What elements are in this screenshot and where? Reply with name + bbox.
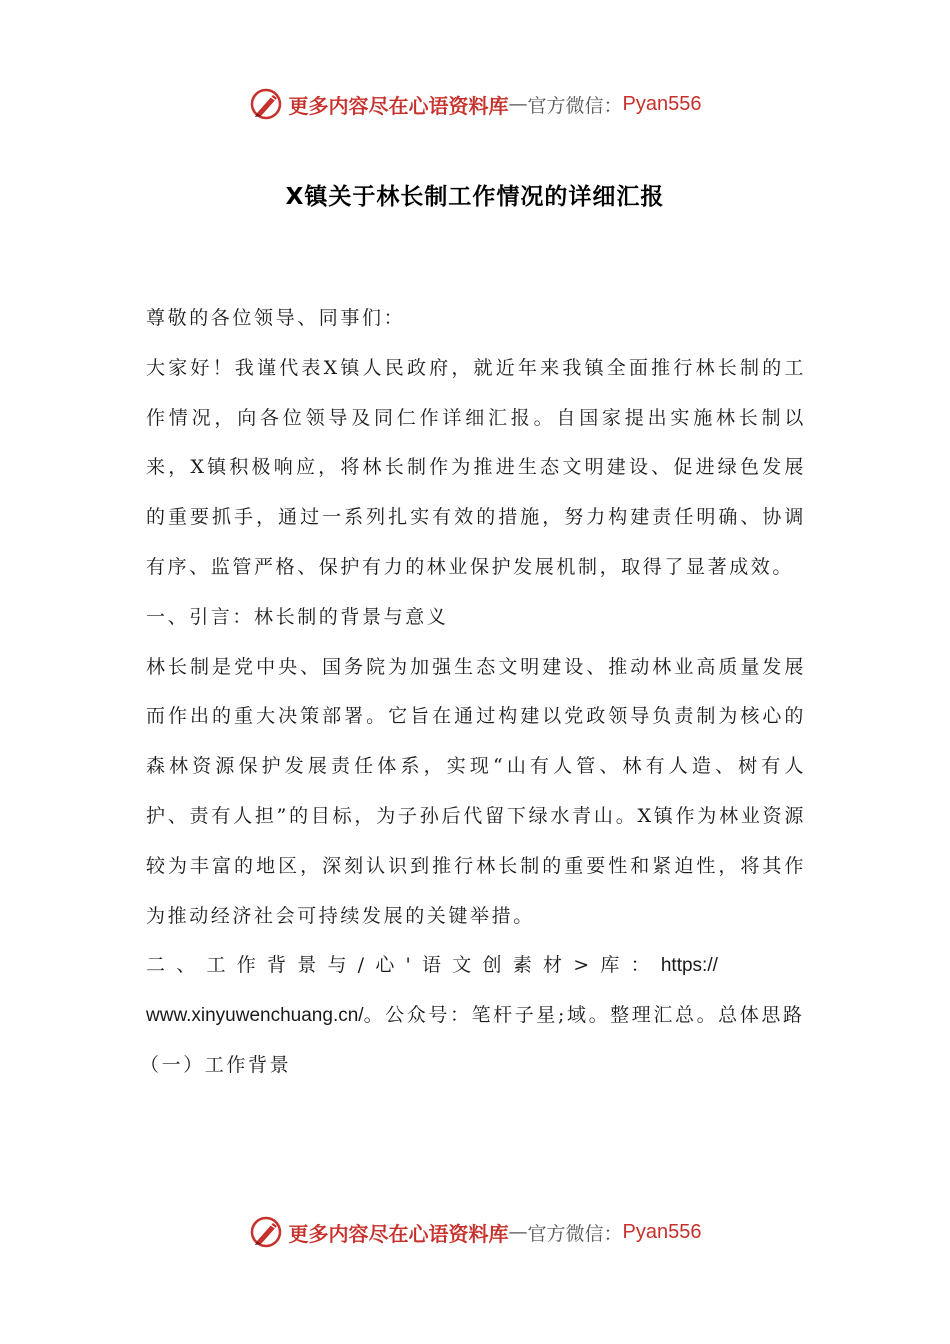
intro-paragraph: 大家好！我谨代表X镇人民政府，就近年来我镇全面推行林长制的工作情况，向各位领导及同仁作详细汇报。自国家提出实施林长制以来，X镇积极响应，将林长制作为推进生态文明建设、促进绿色发展的重要抓手，通过一系列扎实有效的措施，努力构建责任明确、协调有序、监管严格、保护有力的林业保护发展机制，取得了显著成效。 xyxy=(146,356,806,578)
pen-logo-icon xyxy=(249,87,283,121)
section2-url-part1: https:// xyxy=(660,955,718,977)
section1-heading: 一、引言：林长制的背景与意义 xyxy=(146,605,449,628)
banner-main-text: 更多内容尽在心语资料库 xyxy=(288,93,509,118)
banner-main-text: 更多内容尽在心语资料库 xyxy=(288,1221,509,1246)
document-body xyxy=(140,294,806,1091)
section2-heading xyxy=(146,941,806,1041)
banner-dash: — xyxy=(508,1221,528,1243)
header-banner xyxy=(0,84,950,124)
banner-wechat-id: Pyan556 xyxy=(622,1220,702,1243)
section2-heading-part1: 二 、 工 作 背 景 与 / 心 ' 语 文 创 素 材 > 库 ： xyxy=(146,954,661,977)
banner-sub-text: 官方微信： xyxy=(527,94,623,117)
banner-sub-text: 官方微信： xyxy=(527,1222,623,1245)
pen-logo-icon xyxy=(249,1215,283,1249)
banner-dash: — xyxy=(508,93,528,115)
subsection1-heading: （一）工作背景 xyxy=(140,1053,292,1076)
section2-url-part2: www.xinyuwenchuang.cn/ xyxy=(146,1005,364,1027)
footer-banner xyxy=(0,1212,950,1252)
banner-wechat-id: Pyan556 xyxy=(622,92,702,115)
document-title: X镇关于林长制工作情况的详细汇报 xyxy=(285,184,665,210)
section2-heading-part2: 。公众号：笔杆子星;域。整理汇总。总体思路 xyxy=(363,1004,805,1027)
salutation: 尊敬的各位领导、同事们： xyxy=(146,307,406,329)
section1-paragraph: 林长制是党中央、国务院为加强生态文明建设、推动林业高质量发展而作出的重大决策部署。它旨在通过构建以党政领导负责制为核心的森林资源保护发展责任体系，实现“山有人管、林有人造、树有人护、责有人担”的目标，为子孙后代留下绿水青山。X镇作为林业资源较为丰富的地区，深刻认识到推行林长制的重要性和紧迫性，将其作为推动经济社会可持续发展的关键举措。 xyxy=(146,655,806,927)
